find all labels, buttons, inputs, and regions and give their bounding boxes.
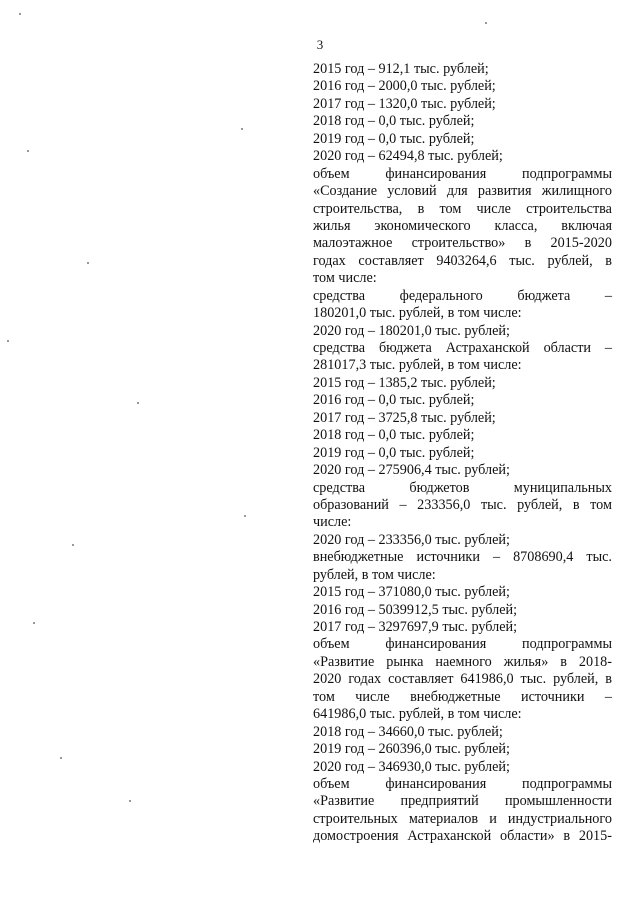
scan-speck [33,622,35,624]
word: материалов [408,810,479,827]
text-line [313,671,612,688]
word: средства [313,479,366,496]
word: том [590,496,612,513]
word: промышленности [504,793,612,810]
text-line [313,793,612,810]
scan-speck [244,515,246,517]
document-body [313,61,612,846]
word: наемного [435,653,492,670]
text-line [313,480,612,497]
word: источники [416,549,480,566]
word: «Развитие [313,653,375,670]
word: 2015-2020 [550,235,612,252]
word: годах [348,671,382,688]
word: «Создание [313,183,377,200]
text-line [313,340,612,357]
scan-speck [129,800,131,802]
word: в [572,496,580,513]
text-line: 180201,0 тыс. рублей, в том числе: [313,305,522,322]
word: муниципальных [513,479,612,496]
word: образований [313,496,389,513]
text-line [313,166,612,183]
word: предприятий [400,793,479,810]
word: – [492,549,501,566]
text-line: 2015 год – 1385,2 тыс. рублей; [313,374,496,391]
word: строительство» [411,235,506,252]
word: 2015- [578,828,612,845]
text-line [313,654,612,671]
text-line [313,497,612,514]
scan-speck [27,150,29,152]
word: 9403264,6 [436,252,497,269]
text-line: 2017 год – 3297697,9 тыс. рублей; [313,619,518,635]
page-number: 3 [316,37,324,52]
word: числе [355,688,390,705]
text-line: 2015 год – 912,1 тыс. рублей; [313,61,489,77]
text-line [313,201,612,218]
text-line: 281017,3 тыс. рублей, в том числе: [313,357,522,374]
word: жилищного [541,183,612,200]
word: и [489,810,497,827]
word: в [417,200,425,217]
word: тыс. [480,496,507,513]
word: тыс. [520,671,547,688]
scan-speck [60,757,62,759]
text-line: том числе: [313,270,377,287]
word: источники [521,688,585,705]
text-line: рублей, в том числе: [313,566,436,583]
word: подпрограммы [522,775,612,792]
word: в [524,235,532,252]
text-line [313,811,612,828]
text-line: 2016 год – 2000,0 тыс. рублей; [313,78,496,95]
text-line: 2020 год – 275906,4 тыс. рублей; [313,462,510,479]
text-line: 2020 год – 233356,0 тыс. рублей; [313,531,510,548]
text-line: 2015 год – 371080,0 тыс. рублей; [313,584,510,601]
word: 641986,0 [460,671,514,688]
word: Астраханской [445,340,530,356]
word: годах [313,252,346,269]
word: – [399,496,407,513]
word: в [560,653,567,670]
word: экономического [374,217,471,234]
word: тыс. [586,549,612,566]
word: составляет [388,671,454,688]
word: 8708690,4 [513,549,574,566]
word: объем [313,636,350,653]
word: рублей, [553,671,599,688]
word: составляет [358,252,424,269]
scan-speck [137,402,139,404]
text-line [313,636,612,653]
text-line: 2018 год – 0,0 тыс. рублей; [313,427,475,444]
text-line [313,218,612,235]
scan-speck [19,13,21,15]
word: включая [561,217,612,234]
word: строительства, [313,200,403,217]
text-line: 2020 год – 180201,0 тыс. рублей; [313,322,510,339]
word: подпрограммы [522,165,612,182]
word: финансирования [385,636,487,653]
text-line: 2019 год – 0,0 тыс. рублей; [313,444,475,461]
text-line: 2017 год – 1320,0 тыс. рублей; [313,95,496,112]
text-line: 2018 год – 34660,0 тыс. рублей; [313,723,503,740]
word: средства [313,287,366,304]
word: области [543,340,591,356]
word: подпрограммы [522,636,612,653]
scan-speck [241,128,243,130]
text-line: 2017 год – 3725,8 тыс. рублей; [313,409,496,426]
text-line [313,776,612,793]
text-line [313,235,612,252]
word: «Развитие [313,793,375,810]
word: финансирования [385,775,487,792]
word: – [604,340,612,356]
scan-speck [7,340,9,342]
word: условий [387,183,437,200]
word: – [604,688,612,705]
word: федерального [399,287,483,304]
word: 2018- [578,653,612,670]
word: объем [313,775,350,792]
word: жилья [313,217,351,234]
text-line: числе: [313,514,352,531]
word: в [605,252,612,269]
word: числе [476,200,511,217]
word: том [313,688,335,705]
word: жилья» [503,653,549,670]
word: бюджетов [409,479,470,496]
word: бюджета [517,287,571,304]
word: объем [313,165,350,182]
word: рублей, [547,252,593,269]
text-line: 2020 год – 62494,8 тыс. рублей; [313,148,503,165]
word: тыс. [509,252,535,269]
word: в [605,671,612,688]
word: класса, [494,217,538,234]
word: внебюджетные [313,549,404,566]
scan-speck [72,544,74,546]
word: – [604,287,612,304]
text-line: 2016 год – 0,0 тыс. рублей; [313,392,475,409]
word: том [439,200,462,217]
word: рублей, [517,496,563,513]
scan-speck [87,262,89,264]
text-line: 2020 год – 346930,0 тыс. рублей; [313,758,510,775]
word: развития [477,183,532,200]
word: 2020 [313,671,342,688]
word: индустриального [507,810,612,827]
word: бюджета [378,340,432,356]
text-line [313,288,612,305]
word: 233356,0 [417,496,471,513]
word: средства [313,340,366,356]
word: Астраханской [407,828,492,845]
text-line: 2019 год – 0,0 тыс. рублей; [313,130,475,147]
text-line [313,689,612,706]
word: финансирования [385,165,487,182]
word: в [563,828,571,845]
word: домостроения [313,828,399,845]
word: рынка [386,653,424,670]
scan-speck [485,22,487,24]
word: области» [500,828,555,845]
text-line: 2018 год – 0,0 тыс. рублей; [313,113,475,130]
text-line: 2016 год – 5039912,5 тыс. рублей; [313,601,518,618]
text-line [313,828,612,845]
text-line [313,253,612,270]
text-line [313,549,612,566]
word: строительства [526,200,612,217]
text-line: 641986,0 тыс. рублей, в том числе: [313,706,522,723]
text-line [313,183,612,200]
text-line: 2019 год – 260396,0 тыс. рублей; [313,741,510,758]
word: строительных [313,810,398,827]
word: внебюджетные [410,688,501,705]
word: для [446,183,468,200]
word: малоэтажное [313,235,393,252]
